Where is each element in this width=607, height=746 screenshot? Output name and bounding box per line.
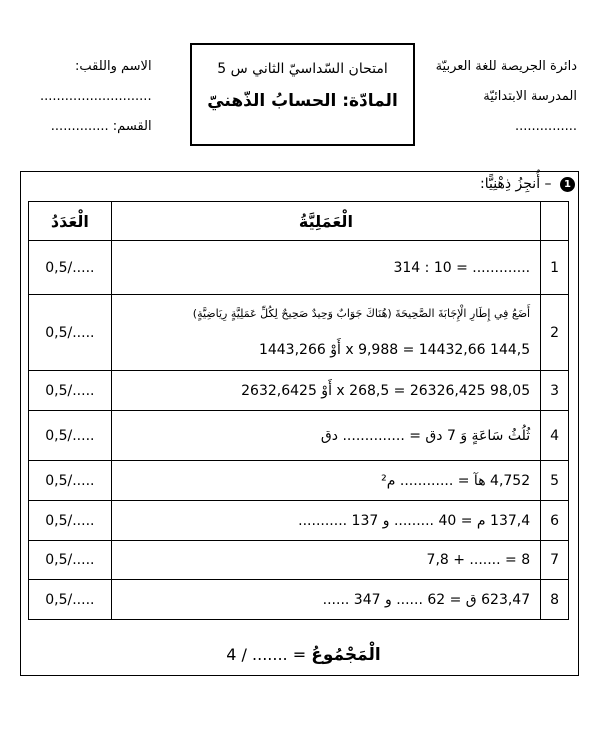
grade-cell: 0,5/..... — [29, 241, 112, 295]
section-dash: – — [544, 176, 552, 192]
section-heading — [480, 176, 575, 192]
grade-cell: 0,5/..... — [29, 371, 112, 411]
operation-cell: 98,05 x 268,5 = 26326,425 أَوْ 2632,6425 — [111, 371, 540, 411]
name-label: الاسم واللقب: — [75, 59, 152, 74]
operations-table — [28, 201, 569, 620]
instruction-note: أَضَعُ فِي إِطَارِ الْإِجَابَةَ الصَّحِيحَةَ (هُنَاكَ جَوَابٌ وَحِيدٌ صَحِيحٌ لِكُلِّ عَمَلِيَّةٍ رِيَاضِيَّةٍ) — [192, 307, 531, 320]
header-grade: الْعَدَدُ — [29, 202, 112, 241]
class-blank: .............. — [50, 119, 109, 134]
operation-cell: ثُلُثُ سَاعَةٍ وَ 7 دق = .............. دق — [111, 411, 540, 461]
operation-cell: 7,8 + ....... = 8 — [111, 541, 540, 580]
table-row — [29, 501, 569, 541]
grade-cell: 0,5/..... — [29, 580, 112, 620]
grade-cell: 0,5/..... — [29, 411, 112, 461]
section-number-bullet: 1 — [560, 177, 575, 192]
operation-cell: 623,47 ق = 62 ...... و 347 ...... — [111, 580, 540, 620]
total-value: = ....... / 4 — [226, 645, 307, 664]
exam-title: امتحان السّداسيّ الثاني س 5 — [217, 61, 388, 77]
row-number: 5 — [541, 461, 569, 501]
table-row — [29, 371, 569, 411]
row-number: 7 — [541, 541, 569, 580]
table-row — [29, 461, 569, 501]
table-header-row — [29, 202, 569, 241]
school-header — [436, 52, 577, 142]
grade-cell: 0,5/..... — [29, 295, 112, 371]
grade-cell: 0,5/..... — [29, 541, 112, 580]
school-label: المدرسة الابتدائيّة — [483, 89, 577, 104]
table-row — [29, 295, 569, 371]
operation-cell — [111, 295, 540, 371]
directorate-label: دائرة الجريصة للغة العربيّة — [435, 59, 577, 74]
subject-title: المادّة: الحسابُ الذّهنيّ — [207, 91, 398, 111]
operation-cell: 314 : 10 = ............. — [111, 241, 540, 295]
table-row — [29, 241, 569, 295]
header-number — [541, 202, 569, 241]
name-blank: ........................... — [40, 89, 152, 104]
exam-title-box — [190, 43, 415, 146]
operation-cell: 137,4 م = 40 ......... و 137 ........... — [111, 501, 540, 541]
total-label: الْمَجْمُوعُ — [311, 645, 381, 665]
total-line — [0, 645, 607, 665]
row-number: 8 — [541, 580, 569, 620]
row-number: 6 — [541, 501, 569, 541]
table-row — [29, 411, 569, 461]
class-field — [40, 112, 152, 142]
grade-cell: 0,5/..... — [29, 501, 112, 541]
row-number: 1 — [541, 241, 569, 295]
table-row — [29, 541, 569, 580]
school-blank: ............... — [515, 119, 577, 134]
grade-cell: 0,5/..... — [29, 461, 112, 501]
row-number: 2 — [541, 295, 569, 371]
class-label: القسم: — [112, 119, 152, 134]
operation-cell: 4,752 هآ = ............ م² — [111, 461, 540, 501]
table-row — [29, 580, 569, 620]
row-number: 3 — [541, 371, 569, 411]
student-info — [40, 52, 152, 142]
row-number: 4 — [541, 411, 569, 461]
section-title: أُنجِزُ ذِهْنِيًّا: — [480, 176, 541, 192]
operation-text: 144,5 x 9,988 = 14432,66 أَوْ 1443,266 — [258, 342, 531, 358]
header-operation: الْعَمَلِيَّةُ — [111, 202, 540, 241]
